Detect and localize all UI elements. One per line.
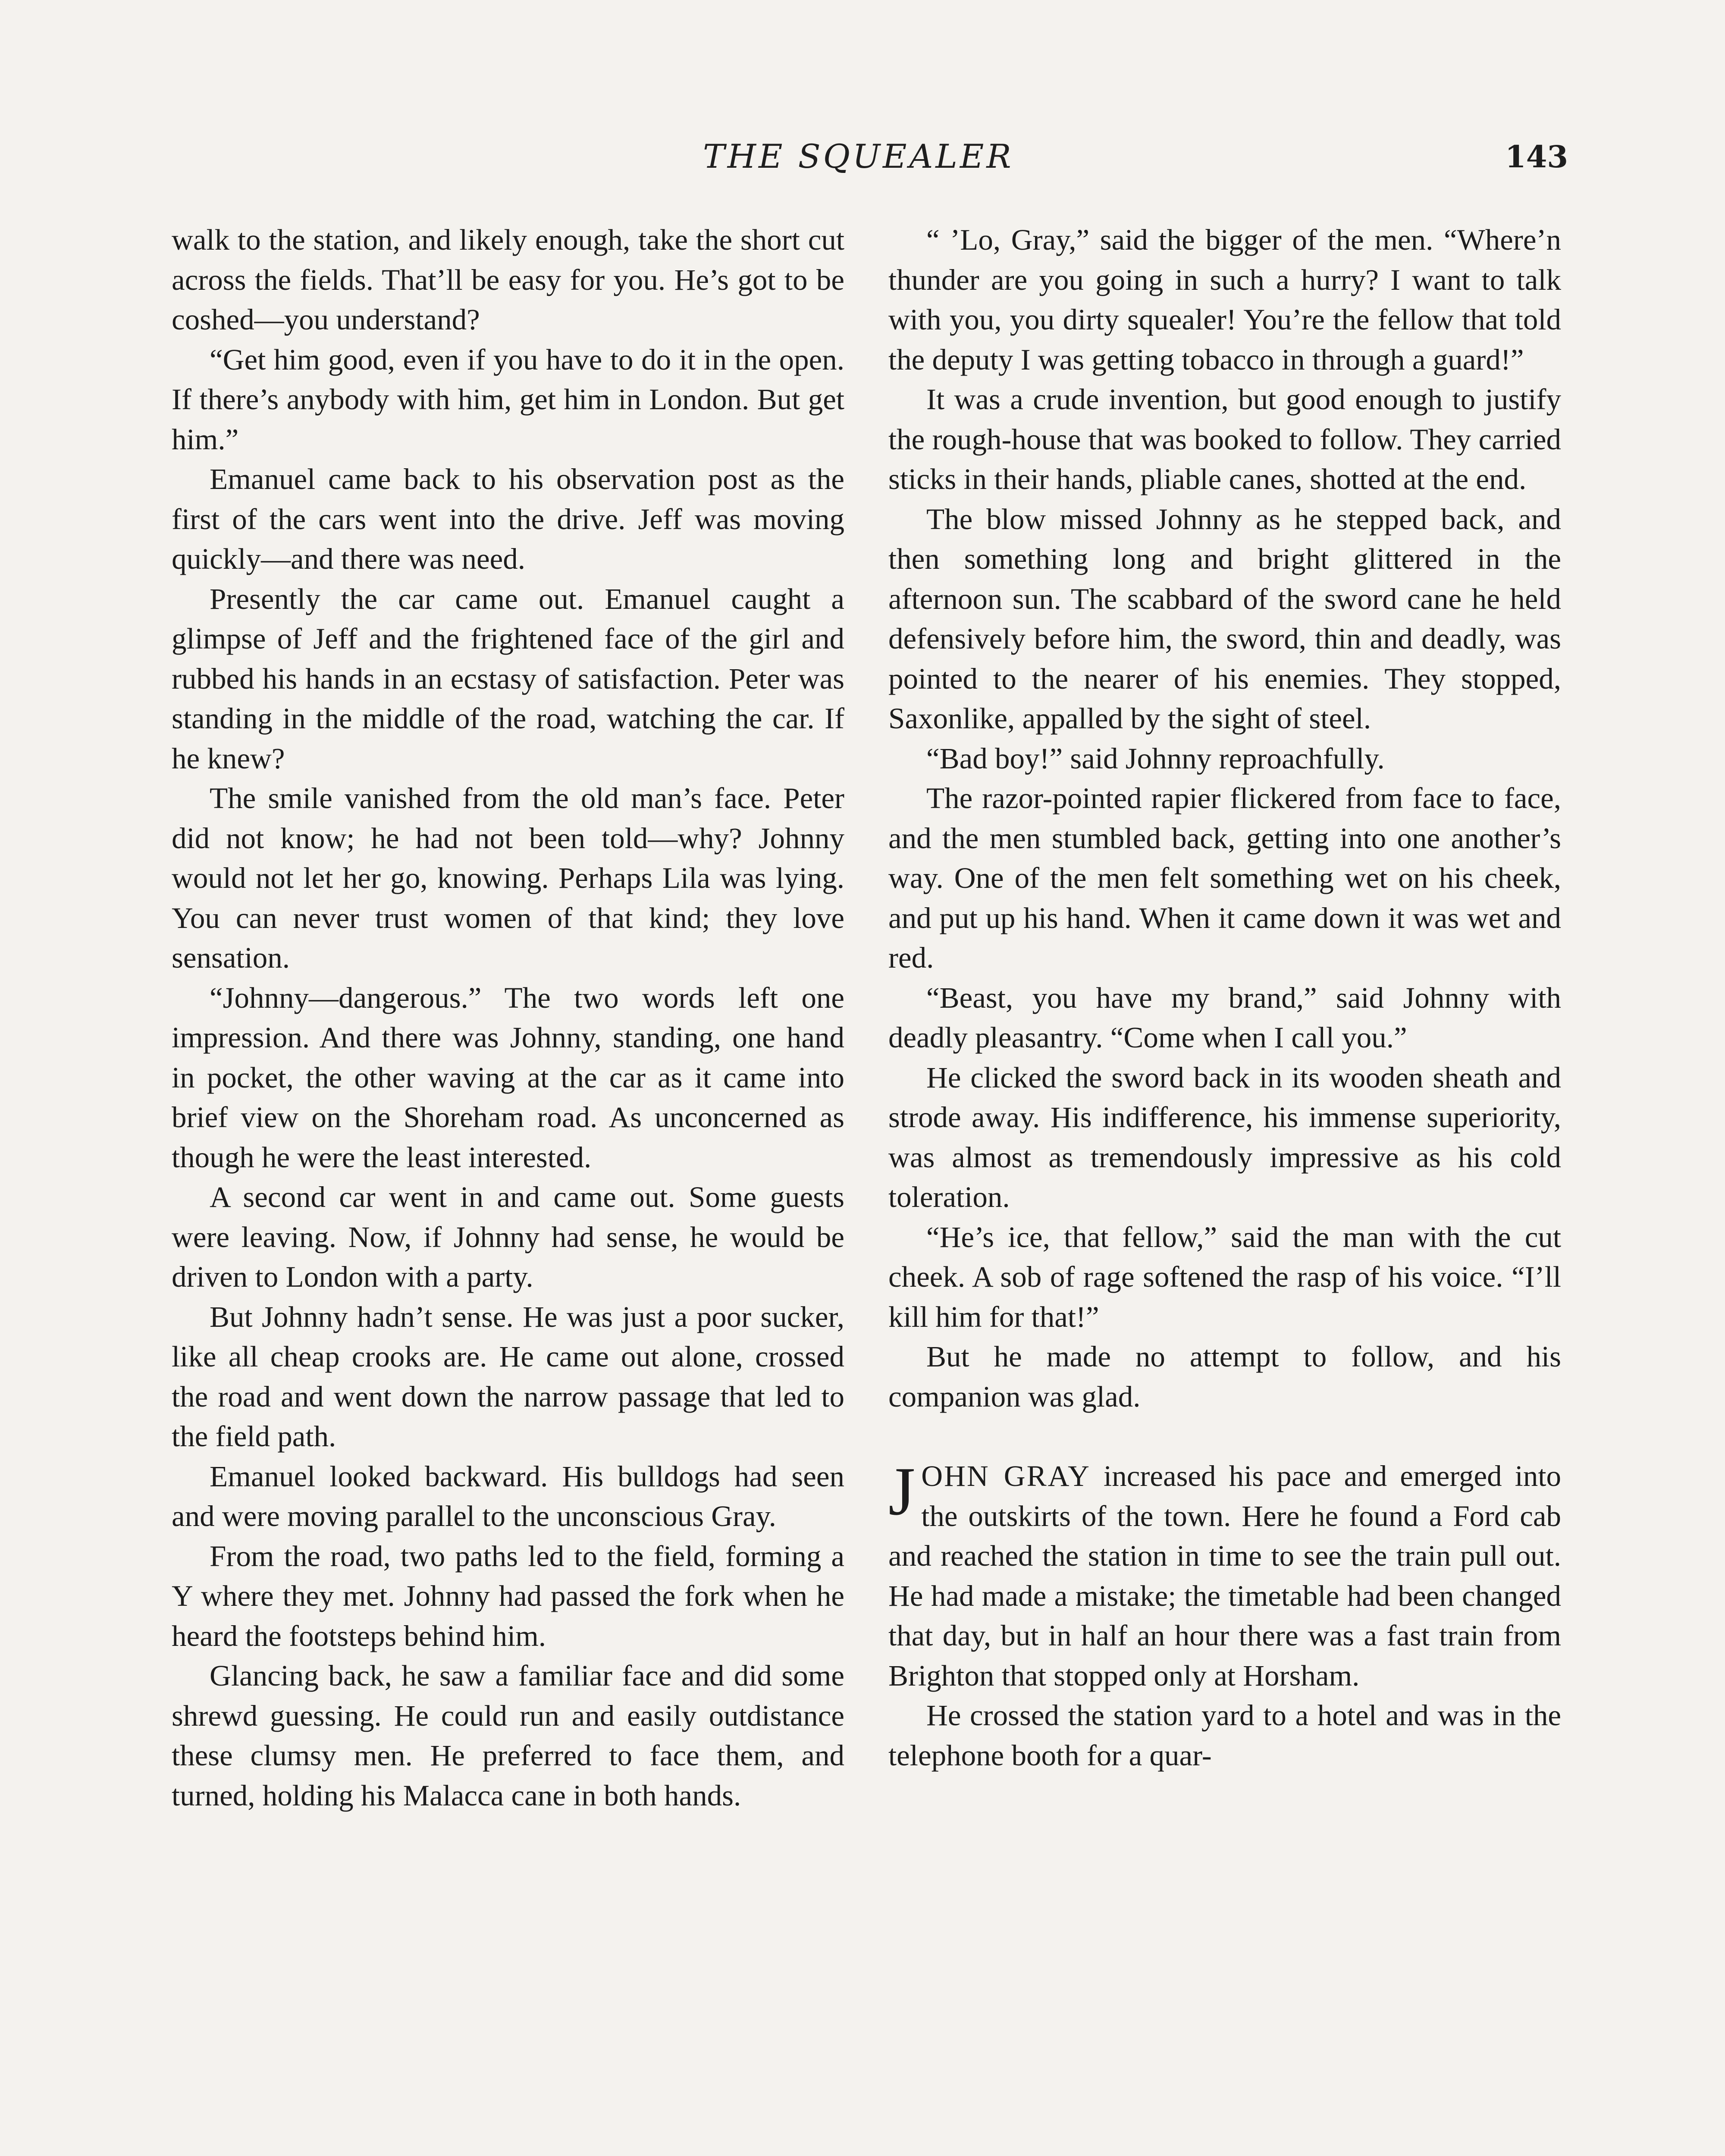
paragraph: The smile vanished from the old man’s face. Peter did not know; he had not been told—why? Johnny would not let her go, knowing. Perhaps Lila was lying. You can never trust women of that kind; they love sensation.	[172, 782, 844, 974]
page-number: 143	[1505, 139, 1568, 175]
section-opening-paragraph	[888, 1453, 1561, 1695]
paragraph: But Johnny hadn’t sense. He was just a poor sucker, like all cheap crooks are. He came out alone, crossed the road and went down the narrow passage that led to the field path.	[172, 1300, 844, 1453]
paragraph: The blow missed Johnny as he stepped back, and then something long and bright glittered in the afternoon sun. The scabbard of the sword cane he held defensively before him, the sword, thin and deadly, was pointed to the nearer of his enemies. They stopped, Saxonlike, appalled by the sight of steel.	[888, 502, 1561, 735]
section-opening-text: increased his pace and emerged into the outskirts of the town. Here he found a Ford cab and reached the station in time to see the train pull out. He had made a mistake; the timetable had been changed that day, but in half an hour there was a fast train from Brighton that stopped only at Horsham.	[888, 1460, 1561, 1692]
section-lead-in: OHN GRAY	[921, 1460, 1091, 1492]
paragraph: “Get him good, even if you have to do it in the open. If there’s anybody with him, get him in London. But get him.”	[172, 343, 844, 456]
right-text-column	[888, 220, 1561, 1775]
paragraph: The razor-pointed rapier flickered from face to face, and the men stumbled back, getting into one another’s way. One of the men felt something wet on his cheek, and put up his hand. When it came down it was wet and red.	[888, 782, 1561, 974]
left-text-column	[172, 220, 844, 1815]
paragraph: “He’s ice, that fellow,” said the man with the cut cheek. A sob of rage softened the rasp of his voice. “I’ll kill him for that!”	[888, 1220, 1561, 1333]
paragraph: Presently the car came out. Emanuel caught a glimpse of Jeff and the frightened face of the girl and rubbed his hands in an ecstasy of satisfaction. Peter was standing in the middle of the road, watching the car. If he knew?	[172, 582, 844, 775]
paragraph: “Bad boy!” said Johnny reproachfully.	[926, 742, 1385, 775]
paragraph: From the road, two paths led to the field, forming a Y where they met. Johnny had passed the fork when he heard the footsteps behind him.	[172, 1539, 844, 1652]
paragraph: “Beast, you have my brand,” said Johnny with deadly pleasantry. “Come when I call you.”	[888, 981, 1561, 1054]
paragraph: He crossed the station yard to a hotel and was in the telephone booth for a quar-	[888, 1699, 1561, 1772]
paragraph: Emanuel came back to his observation post as the first of the cars went into the drive. Jeff was moving quickly—and there was need.	[172, 463, 844, 575]
running-title: THE SQUEALER	[703, 137, 1014, 175]
paragraph: He clicked the sword back in its wooden sheath and strode away. His indifference, his immense superiority, was almost as tremendously impressive as his cold toleration.	[888, 1061, 1561, 1213]
paragraph: But he made no attempt to follow, and his companion was glad.	[888, 1340, 1561, 1413]
drop-initial: J	[888, 1453, 916, 1529]
paragraph: It was a crude invention, but good enough to justify the rough-house that was booked to follow. They carried sticks in their hands, pliable canes, shotted at the end.	[888, 383, 1561, 495]
paragraph: “ ’Lo, Gray,” said the bigger of the men. “Where’n thunder are you going in such a hurry? I want to talk with you, you dirty squealer! You’re the fellow that told the deputy I was getting tobacco in through a guard!”	[888, 223, 1561, 376]
paragraph: Glancing back, he saw a familiar face and did some shrewd guessing. He could run and easily outdistance these clumsy men. He preferred to face them, and turned, holding his Malacca cane in both hands.	[172, 1659, 844, 1812]
paragraph: Emanuel looked backward. His bulldogs had seen and were moving parallel to the unconscious Gray.	[172, 1460, 844, 1532]
page-header	[0, 137, 1725, 185]
paragraph: A second car went in and came out. Some guests were leaving. Now, if Johnny had sense, he would be driven to London with a party.	[172, 1181, 844, 1293]
paragraph: walk to the station, and likely enough, take the short cut across the fields. That’ll be easy for you. He’s got to be coshed—you understand?	[172, 223, 844, 336]
paragraph: “Johnny—dangerous.” The two words left one impression. And there was Johnny, standing, one hand in pocket, the other waving at the car as it came into brief view on the Shoreham road. As unconcerned as though he were the least interested.	[172, 981, 844, 1174]
